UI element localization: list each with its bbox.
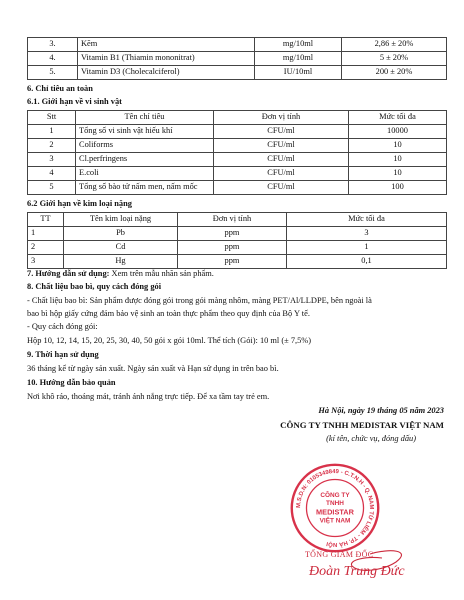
criterion-name: E.coli [76,167,214,181]
unit: mg/10ml [255,38,342,52]
value: 5 ± 20% [342,52,447,66]
max-value: 10000 [349,125,447,139]
table-row [28,181,447,195]
table-row [28,255,447,269]
row-number: 2 [28,241,64,255]
svg-text:MEDISTAR: MEDISTAR [316,507,354,517]
table-row [28,66,447,80]
company-seal-icon [289,462,381,554]
table-row [28,153,447,167]
signer-title: TỔNG GIÁM ĐỐC [305,550,374,559]
criterion-name: Cl.perfringens [76,153,214,167]
table-row [28,241,447,255]
row-number: 5. [28,66,78,80]
microbiology-table [27,110,447,195]
unit: mg/10ml [255,52,342,66]
packaging-line-3: - Quy cách đóng gói: [27,322,98,331]
svg-text:VIỆT NAM: VIỆT NAM [319,517,351,525]
max-value: 1 [287,241,447,255]
criterion-name: Coliforms [76,139,214,153]
row-number: 1 [28,227,64,241]
col-header-name: Tên chỉ tiêu [76,111,214,125]
max-value: 0,1 [287,255,447,269]
col-header-max: Mức tối đa [287,213,447,227]
packaging-line-4: Hộp 10, 12, 14, 15, 20, 25, 30, 40, 50 gói x gói 10ml. Thể tích (Gói): 10 ml (± 7,5%) [27,336,312,345]
section-6-1-heading: 6.1. Giới hạn về vi sinh vật [27,97,122,106]
storage-text: Nơi khô ráo, thoáng mát, tránh ánh nắng trực tiếp. Để xa tầm tay trẻ em. [27,392,270,401]
row-number: 3. [28,38,78,52]
section-7-text: Xem trên mẫu nhãn sản phẩm. [109,269,214,278]
row-number: 5 [28,181,76,195]
table-row [28,167,447,181]
table-row [28,52,447,66]
section-9-heading: 9. Thời hạn sử dụng [27,350,99,359]
col-header-tt: TT [28,213,64,227]
metal-name: Cd [64,241,178,255]
max-value: 3 [287,227,447,241]
row-number: 3 [28,255,64,269]
section-7 [27,269,214,279]
table-header-row [28,213,447,227]
nutrient-name: Vitamin D3 (Cholecalciferol) [78,66,255,80]
row-number: 4 [28,167,76,181]
col-header-unit: Đơn vị tính [214,111,349,125]
metal-name: Hg [64,255,178,269]
vitamin-table [27,37,447,80]
section-6-heading: 6. Chỉ tiêu an toàn [27,84,93,93]
row-number: 2 [28,139,76,153]
unit: ppm [178,255,287,269]
section-6-2-heading: 6.2 Giới hạn về kim loại nặng [27,199,132,208]
max-value: 100 [349,181,447,195]
unit: CFU/ml [214,181,349,195]
max-value: 10 [349,139,447,153]
max-value: 10 [349,153,447,167]
metal-name: Pb [64,227,178,241]
unit: CFU/ml [214,139,349,153]
unit: ppm [178,227,287,241]
criterion-name: Tổng số bào tử nấm men, nấm mốc [76,181,214,195]
packaging-line-1: - Chất liệu bao bì: Sản phẩm được đóng gói trong gói màng nhôm, màng PET/Al/LLDPE, bên ngoài là [27,296,372,305]
section-10-heading: 10. Hướng dẫn bảo quản [27,378,116,387]
svg-text:CÔNG TY: CÔNG TY [320,491,350,499]
signing-date: Hà Nội, ngày 19 tháng 05 năm 2023 [318,406,444,415]
unit: ppm [178,241,287,255]
col-header-max: Mức tối đa [349,111,447,125]
value: 2,86 ± 20% [342,38,447,52]
signer-name: Đoàn Trung Đức [309,564,405,579]
nutrient-name: Vitamin B1 (Thiamin mononitrat) [78,52,255,66]
table-row [28,139,447,153]
nutrient-name: Kẽm [78,38,255,52]
unit: IU/10ml [255,66,342,80]
heavy-metal-table [27,212,447,269]
svg-text:M.S.D.N: 0105349849 - C.T.N.H: M.S.D.N: 0105349849 - C.T.N.H - Q. NAM TỪ LIÊM - TP. HÀ NỘI [295,469,375,547]
svg-text:TNHH: TNHH [326,500,344,508]
max-value: 10 [349,167,447,181]
company-name: CÔNG TY TNHH MEDISTAR VIỆT NAM [280,420,444,430]
row-number: 3 [28,153,76,167]
row-number: 4. [28,52,78,66]
section-7-heading: 7. Hướng dẫn sử dụng: [27,269,110,278]
unit: CFU/ml [214,153,349,167]
unit: CFU/ml [214,167,349,181]
table-row [28,38,447,52]
col-header-stt: Stt [28,111,76,125]
col-header-unit: Đơn vị tính [178,213,287,227]
section-8-heading: 8. Chất liệu bao bì, quy cách đóng gói [27,282,162,291]
signature-note: (kí tên, chức vụ, đóng dấu) [326,434,416,443]
criterion-name: Tổng số vi sinh vật hiếu khí [76,125,214,139]
value: 200 ± 20% [342,66,447,80]
packaging-line-2: bao bì hộp giấy cứng đảm bảo vệ sinh an toàn thực phẩm theo quy định của Bộ Y tế. [27,309,310,318]
table-row [28,227,447,241]
row-number: 1 [28,125,76,139]
table-header-row [28,111,447,125]
shelf-life-text: 36 tháng kể từ ngày sản xuất. Ngày sản xuất và Hạn sử dụng in trên bao bì. [27,364,279,373]
table-row [28,125,447,139]
unit: CFU/ml [214,125,349,139]
col-header-name: Tên kim loại nặng [64,213,178,227]
